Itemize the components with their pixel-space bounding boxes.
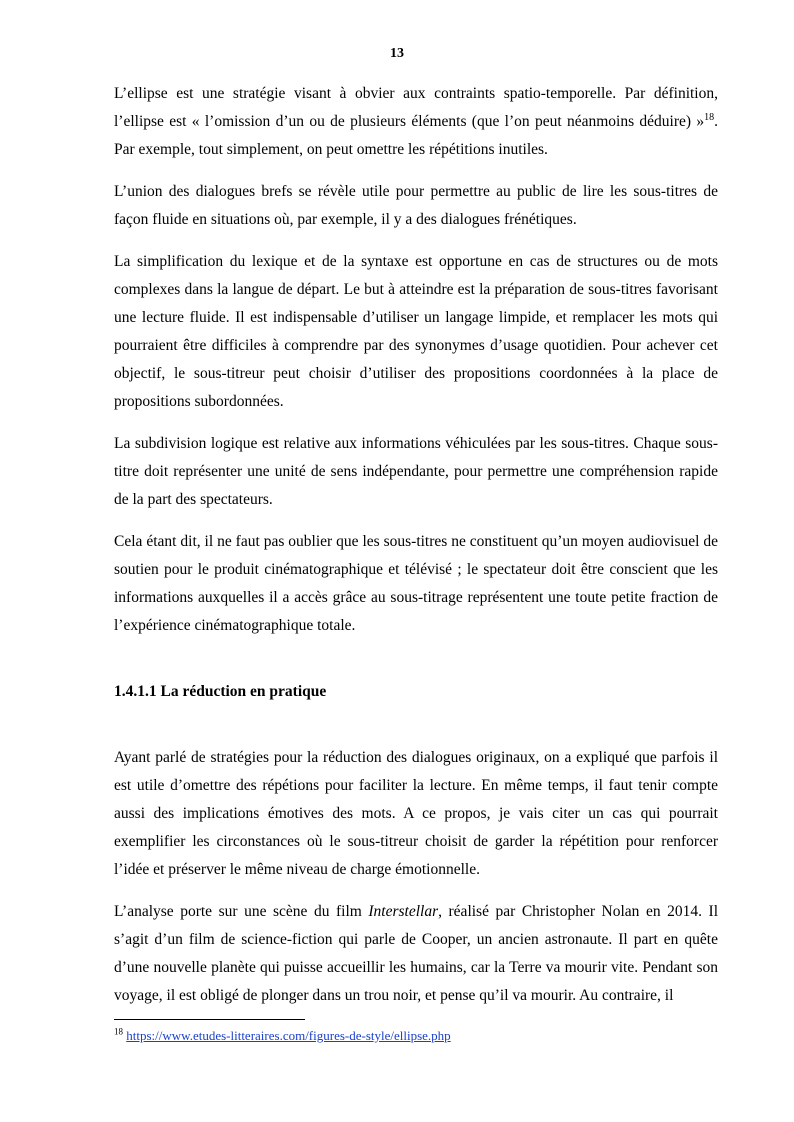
footnote-link[interactable]: https://www.etudes-litteraires.com/figures-de-style/ellipse.php bbox=[126, 1028, 451, 1043]
paragraph-union-dialogues: L’union des dialogues brefs se révèle utile pour permettre au public de lire les sous-titres de façon fluide en situations où, par exemple, il y a des dialogues frénétiques. bbox=[114, 183, 718, 228]
paragraph-text: L’ellipse est une stratégie visant à obvier aux contraints spatio-temporelle. Par définition, l’ellipse est « l’omission d’un ou de plusieurs éléments (que l’on peut néanmoins déduire) » bbox=[114, 85, 718, 130]
page-body bbox=[114, 80, 718, 1024]
paragraph-simplification: La simplification du lexique et de la syntaxe est opportune en cas de structures ou de mots complexes dans la langue de départ. Le but à atteindre est la préparation de sous-titres favorisant une lecture fluide. Il est indispensable d’utiliser un langage limpide, et remplacer les mots qui pourraient être difficiles à comprendre par des synonymes d’usage quotidien. Pour achever cet objectif, le sous-titreur peut choisir d’utiliser des propositions coordonnées à la place de propositions subordonnées. bbox=[114, 253, 718, 410]
paragraph-text: , réalisé par Christopher Nolan en 2014. Il s’agit d’un film de science-fiction qui parle de Cooper, un ancien astronaute. Il part en quête d’une nouvelle planète qui puisse accueillir les humains, car la Terre va mourir vite. Pendant son voyage, il est obligé de plonger dans un trou noir, et pense qu’il va mourir. Au contraire, il bbox=[114, 903, 719, 1004]
footnote bbox=[114, 1027, 451, 1045]
paragraph-text: . Par exemple, tout simplement, on peut omettre les répétitions inutiles. bbox=[114, 113, 718, 158]
section-heading: 1.4.1.1 La réduction en pratique bbox=[114, 683, 327, 700]
page-number: 13 bbox=[390, 46, 404, 61]
paragraph-conclusion: Cela étant dit, il ne faut pas oublier que les sous-titres ne constituent qu’un moyen audiovisuel de soutien pour le produit cinématographique et télévisé ; le spectateur doit être conscient que les informations auxquelles il a accès grâce au sous-titrage représentent une toute petite fraction de l’expérience cinématographique totale. bbox=[114, 533, 718, 634]
paragraph-strategies: Ayant parlé de stratégies pour la réduction des dialogues originaux, on a expliqué que parfois il est utile d’omettre des répétions pour faciliter la lecture. En même temps, il faut tenir compte aussi des implications émotives des mots. A ce propos, je vais citer un cas qui pourrait exemplifier les circonstances où le sous-titreur choisit de garder la répétition pour renforcer l’idée et préserver le même niveau de charge émotionnelle. bbox=[114, 749, 718, 878]
paragraph-interstellar bbox=[114, 898, 718, 1010]
footnote-number: 18 bbox=[114, 1026, 123, 1037]
footnote-separator bbox=[114, 1019, 305, 1020]
paragraph-subdivision: La subdivision logique est relative aux informations véhiculées par les sous-titres. Chaque sous-titre doit représenter une unité de sens indépendante, pour permettre une compréhension rapide de la part des spectateurs. bbox=[114, 435, 718, 508]
footnote-reference[interactable]: 18 bbox=[704, 111, 715, 123]
paragraph-ellipse bbox=[114, 80, 718, 164]
paragraph-text: L’analyse porte sur une scène du film bbox=[114, 903, 369, 920]
film-title: Interstellar bbox=[368, 903, 439, 920]
